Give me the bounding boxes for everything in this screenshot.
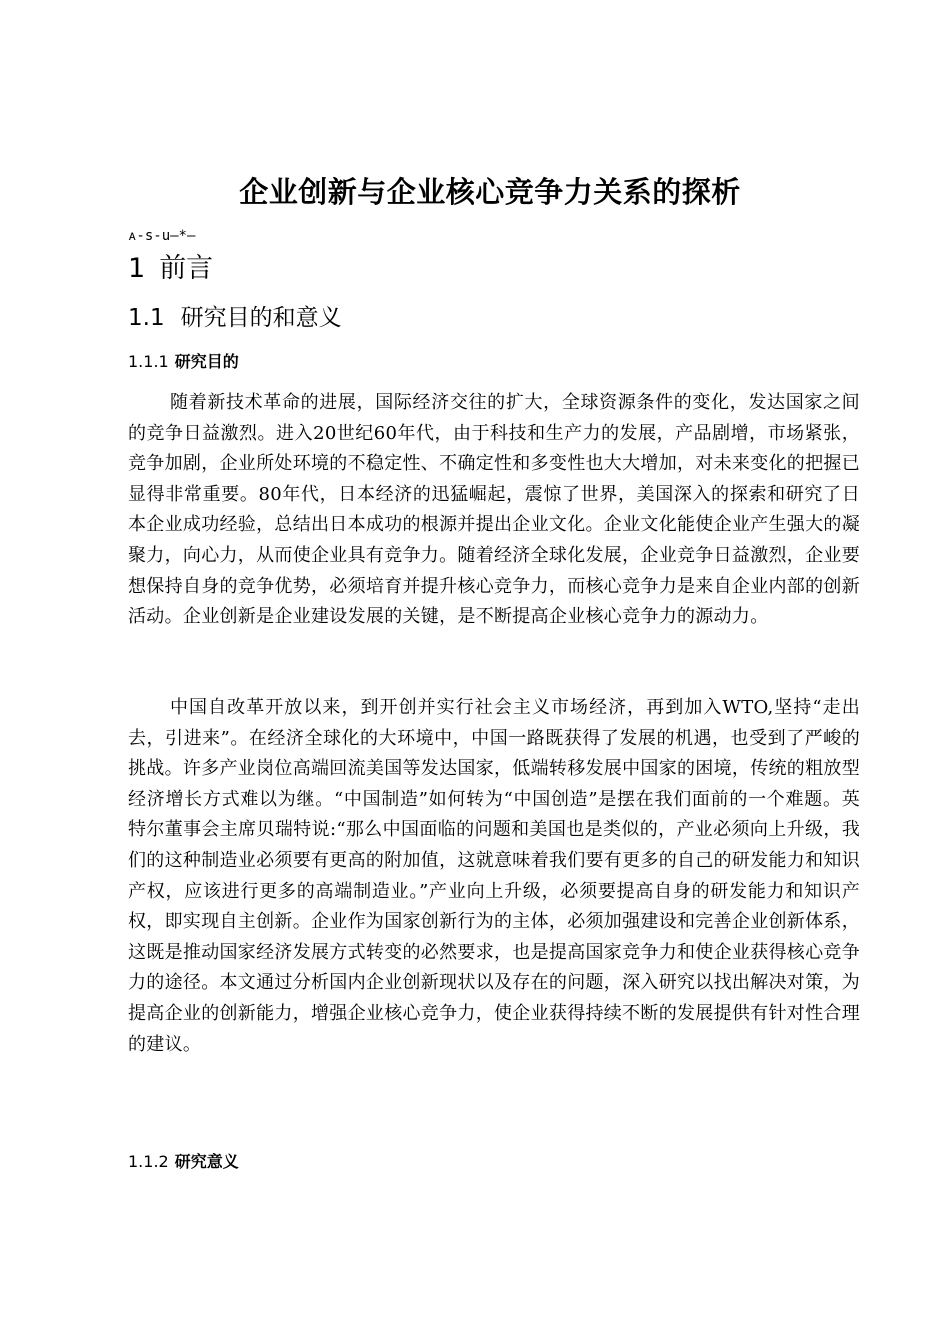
section-number: 1.1 bbox=[128, 305, 165, 331]
document-title: 企业创新与企业核心竞争力关系的探析 bbox=[239, 175, 741, 209]
section-heading-1-1-1 bbox=[128, 349, 239, 372]
body-paragraph: 随着新技术革命的进展，国际经济交往的扩大，全球资源条件的变化，发达国家之间的竞争日益激烈。进入20世纪60年代，由于科技和生产力的发展，产品剧增，市场紧张，竞争加剧，企业所处环境的不稳定性、不确定性和多变性也大大增加，对未来变化的把握已显得非常重要。80年代，日本经济的迅猛崛起，震惊了世界，美国深入的探索和研究了日本企业成功经验，总结出日本成功的根源并提出企业文化。企业文化能使企业产生强大的凝聚力，向心力，从而使企业具有竞争力。随着经济全球化发展，企业竞争日益激烈，企业要想保持自身的竞争优势，必须培育并提升核心竞争力，而核心竞争力是来自企业内部的创新活动。企业创新是企业建设发展的关键，是不断提高企业核心竞争力的源动力。 bbox=[128, 392, 860, 628]
section-heading-text: 研究目的 bbox=[174, 352, 239, 371]
stray-mark: ᴀ-s-u—*— bbox=[128, 228, 196, 244]
section-heading-text: 研究意义 bbox=[174, 1152, 239, 1171]
section-heading-1-1-2 bbox=[128, 1149, 239, 1172]
section-heading-text: 前言 bbox=[159, 253, 214, 284]
section-heading-1 bbox=[128, 246, 213, 285]
section-number: 1.1.1 bbox=[128, 352, 169, 371]
section-number: 1 bbox=[128, 253, 146, 284]
section-heading-1-1 bbox=[128, 299, 342, 332]
body-paragraph: 中国自改革开放以来，到开创并实行社会主义市场经济，再到加入WTO,坚持“走出去，引进来”。在经济全球化的大环境中，中国一路既获得了发展的机遇，也受到了严峻的挑战。许多产业岗位高端回流美国等发达国家，低端转移发展中国家的困境，传统的粗放型经济增长方式难以为继。“中国制造”如何转为“中国创造”是摆在我们面前的一个难题。英特尔董事会主席贝瑞特说:“那么中国面临的问题和美国也是类似的，产业必须向上升级，我们的这种制造业必须要有更高的附加值，这就意味着我们要有更多的自己的研发能力和知识产权，应该进行更多的高端制造业。”产业向上升级，必须要提高自身的研发能力和知识产权，即实现自主创新。企业作为国家创新行为的主体，必须加强建设和完善企业创新体系，这既是推动国家经济发展方式转变的必然要求，也是提高国家竞争力和使企业获得核心竞争力的途径。本文通过分析国内企业创新现状以及存在的问题，深入研究以找出解决对策，为提高企业的创新能力，增强企业核心竞争力，使企业获得持续不断的发展提供有针对性合理的建议。 bbox=[128, 697, 860, 1055]
section-number: 1.1.2 bbox=[128, 1152, 169, 1171]
section-heading-text: 研究目的和意义 bbox=[180, 305, 342, 331]
